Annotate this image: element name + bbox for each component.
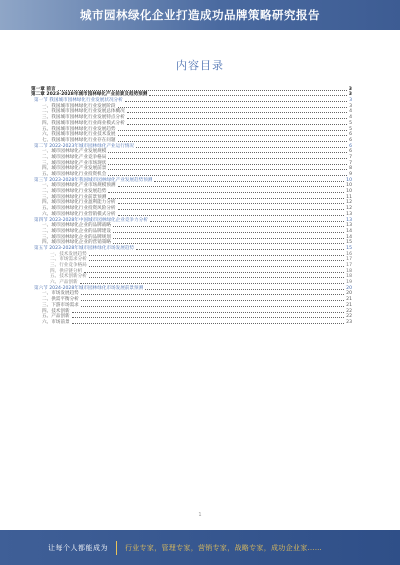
toc-entry-page: 6: [349, 143, 352, 149]
toc-entry-page: 13: [346, 217, 352, 223]
toc-entry-label: 第一章 前言: [31, 86, 56, 92]
toc-heading: 内容目录: [176, 59, 224, 72]
toc-entry-page: 20: [346, 285, 352, 291]
footer-banner: [0, 530, 400, 565]
toc-entry-label: 六、城市园林绿化行业营销模式分析: [42, 211, 116, 217]
toc-entry-label: 七、我国城市园林绿化行业存在问题: [42, 137, 116, 143]
toc-dot-leader: [108, 175, 347, 176]
toc-entry-label: 一、市场发展趋势: [42, 291, 79, 297]
toc-entry-label: 第四节 2023-2028年中国城市园林绿化企业竞争力分析: [34, 217, 148, 223]
toc-entry-label: 二、我国城市园林绿化行业发展总体概况: [42, 109, 125, 115]
toc-entry-page: 3: [349, 103, 352, 109]
toc-dot-leader: [127, 124, 347, 125]
toc-entry-page: 21: [346, 302, 352, 308]
toc-entry-page: 5: [349, 120, 352, 126]
toc-entry-page: 15: [346, 245, 352, 251]
toc-entry-page: 6: [349, 137, 352, 143]
toc-dot-leader: [127, 112, 347, 113]
report-header: [0, 0, 400, 30]
toc-entry-page: 8: [349, 166, 352, 172]
toc-entry-label: 二、城市园林绿化行业发展趋势: [42, 189, 107, 195]
toc-entry-page: 13: [346, 211, 352, 217]
toc-dot-leader: [81, 300, 344, 301]
toc-entry-label: 第五节 2023-2028年城市园林绿化市场发展趋势: [34, 245, 135, 251]
toc-dot-leader: [118, 141, 348, 142]
toc-dot-leader: [118, 130, 348, 131]
toc-dot-leader: [154, 181, 344, 182]
toc-entry-page: 3: [348, 86, 352, 92]
toc-dot-leader: [118, 186, 345, 187]
toc-entry-page: 9: [349, 172, 352, 177]
toc-dot-leader: [118, 135, 348, 136]
toc-entry-label: 五、我国城市园林绿化行业发展趋势: [42, 126, 116, 132]
toc-dot-leader: [89, 277, 344, 278]
toc-entry-label: 第二章 2023-2028年城市园林绿化产业前景及趋势预测: [31, 92, 148, 98]
toc-dot-leader: [118, 209, 345, 210]
toc-dot-leader: [108, 169, 347, 170]
toc-entry-page: 10: [346, 189, 352, 195]
toc-entry-label: 三、城市园林绿化产业市场现状: [42, 160, 107, 166]
toc-entry-label: 一、城市园林绿化企业的品牌战略: [42, 223, 111, 229]
toc-dot-leader: [136, 249, 344, 250]
toc-dot-leader: [81, 294, 344, 295]
toc-entry-page: 17: [346, 257, 352, 263]
toc-entry-page: 16: [346, 251, 352, 257]
toc-entry-page: 12: [346, 206, 352, 212]
toc-dot-leader: [89, 260, 344, 261]
page-number: 1: [198, 512, 202, 518]
toc-entry-page: 4: [349, 115, 352, 121]
toc-entry-page: 11: [346, 194, 352, 200]
toc-dot-leader: [136, 147, 347, 148]
toc-entry-label: 三、城市园林绿化行业前景预测: [42, 194, 107, 200]
toc-entry-page: 6: [349, 149, 352, 155]
toc-entry-page: 17: [346, 263, 352, 268]
toc-entry-label: 五、产品创新: [42, 314, 70, 320]
toc-dot-leader: [58, 90, 347, 91]
toc-entry-page: 18: [346, 274, 352, 280]
toc-entry-label: 第一节 我国城市园林绿化行业发展状况分析: [34, 98, 123, 104]
toc-dot-leader: [108, 158, 347, 159]
footer-divider: [116, 541, 117, 555]
toc-entry-page: 20: [346, 291, 352, 297]
toc-dot-leader: [149, 95, 346, 96]
toc-dot-leader: [113, 226, 344, 227]
toc-dot-leader: [72, 323, 345, 324]
toc-dot-leader: [145, 289, 344, 290]
toc-dot-leader: [127, 118, 347, 119]
toc-entry-label: 一、城市园林绿化产业市场规模预测: [42, 183, 116, 189]
toc-entry-page: 12: [346, 200, 352, 206]
toc-entry-page: 3: [348, 92, 352, 98]
toc-entry-page: 22: [346, 314, 352, 320]
toc-entry-page: 7: [349, 160, 352, 166]
toc-entry-page: 10: [346, 177, 352, 183]
toc-entry-label: 第六节 2024-2028年城市园林绿化市场发展前景预测: [34, 285, 144, 291]
toc-dot-leader: [108, 164, 347, 165]
toc-dot-leader: [125, 101, 347, 102]
toc-entry-page: 14: [346, 228, 352, 234]
toc-dot-leader: [108, 152, 347, 153]
toc-entry-label: 三、下游市场需求: [42, 302, 79, 308]
toc-entry-page: 4: [349, 109, 352, 115]
footer-tagline: 行业专家，管理专家，营销专家，战略专家，成功企业家……: [125, 543, 323, 552]
toc-entry-page: 6: [349, 132, 352, 138]
toc-entry-label: 三、城市园林绿化企业的品牌规划: [42, 234, 111, 240]
toc-entry-label: 四、供应链分析: [50, 268, 83, 274]
toc-dot-leader: [84, 272, 344, 273]
toc-entry-label: 二、城市园林绿化产业竞争格局: [42, 154, 107, 160]
toc-entry-label: 四、技术创新: [42, 308, 70, 314]
toc-entry-page: 5: [349, 126, 352, 132]
toc-entry-label: 六、市场前景: [42, 319, 70, 325]
toc-dot-leader: [80, 283, 345, 284]
footer-slogan: 让每个人都能成为: [48, 543, 108, 552]
toc-entry-page: 19: [346, 280, 352, 286]
toc-entry-page: 15: [346, 240, 352, 246]
table-of-contents: [31, 86, 352, 504]
toc-entry-label: 四、城市园林绿化企业的营销策略: [42, 240, 111, 246]
toc-dot-leader: [113, 238, 344, 239]
toc-dot-leader: [118, 107, 348, 108]
toc-dot-leader: [118, 203, 345, 204]
toc-dot-leader: [89, 266, 344, 267]
toc-entry-label: 五、技术创新分析: [50, 274, 87, 280]
toc-entry-page: 14: [346, 234, 352, 240]
toc-dot-leader: [72, 312, 345, 313]
report-title: 城市园林绿化企业打造成功品牌策略研究报告: [80, 8, 320, 22]
toc-entry-label: 第二节 2022-2023年城市园林绿化产业运行情况: [34, 143, 135, 149]
toc-dot-leader: [89, 255, 344, 256]
toc-entry-label: 六、产品创新: [50, 280, 78, 286]
toc-dot-leader: [108, 198, 344, 199]
toc-entry-label: 五、城市园林绿化行业投资风险分析: [42, 206, 116, 212]
toc-entry-label: 一、技术发展趋势: [50, 251, 87, 257]
toc-entry-page: 21: [346, 297, 352, 303]
toc-entry-page: 10: [346, 183, 352, 189]
toc-entry-label: 四、城市园林绿化产业发展前景: [42, 166, 107, 172]
toc-entry-page: 22: [346, 308, 352, 314]
toc-entry-label: 三、我国城市园林绿化行业发展特点分析: [42, 115, 125, 121]
toc-dot-leader: [81, 306, 344, 307]
toc-entry-page: 3: [349, 98, 352, 104]
toc-entry-page: 13: [346, 223, 352, 229]
toc-entry-label: 二、市场需求分析: [50, 257, 87, 263]
toc-entry-page: 23: [346, 319, 352, 325]
toc-entry-label: 四、我国城市园林绿化行业商业模式分析: [42, 120, 125, 126]
toc-entry-page: 18: [346, 268, 352, 274]
toc-entry-page: 7: [349, 154, 352, 160]
toc-entry-label: 三、行业竞争格局: [50, 263, 87, 268]
toc-entry-label: 二、供需平衡分析: [42, 297, 79, 303]
toc-entry-label: 六、我国城市园林绿化行业技术发展: [42, 132, 116, 138]
toc-entry-label: 四、城市园林绿化行业盈利能力分析: [42, 200, 116, 206]
toc-entry[interactable]: [31, 319, 352, 325]
toc-entry-label: 五、城市园林绿化行业投资机会: [42, 172, 107, 177]
toc-entry-label: 第三节 2023-2028年我国城市园林绿化产业发展趋势预测: [34, 177, 153, 183]
toc-dot-leader: [108, 192, 344, 193]
toc-entry-label: 二、城市园林绿化企业的品牌建设: [42, 228, 111, 234]
toc-dot-leader: [118, 215, 345, 216]
toc-dot-leader: [150, 221, 344, 222]
toc-entry-label: 一、城市园林绿化产业发展规模: [42, 149, 107, 155]
toc-dot-leader: [113, 232, 344, 233]
toc-entry-label: 一、我国城市园林绿化行业发展阶段: [42, 103, 116, 109]
toc-dot-leader: [72, 317, 345, 318]
toc-dot-leader: [113, 243, 344, 244]
